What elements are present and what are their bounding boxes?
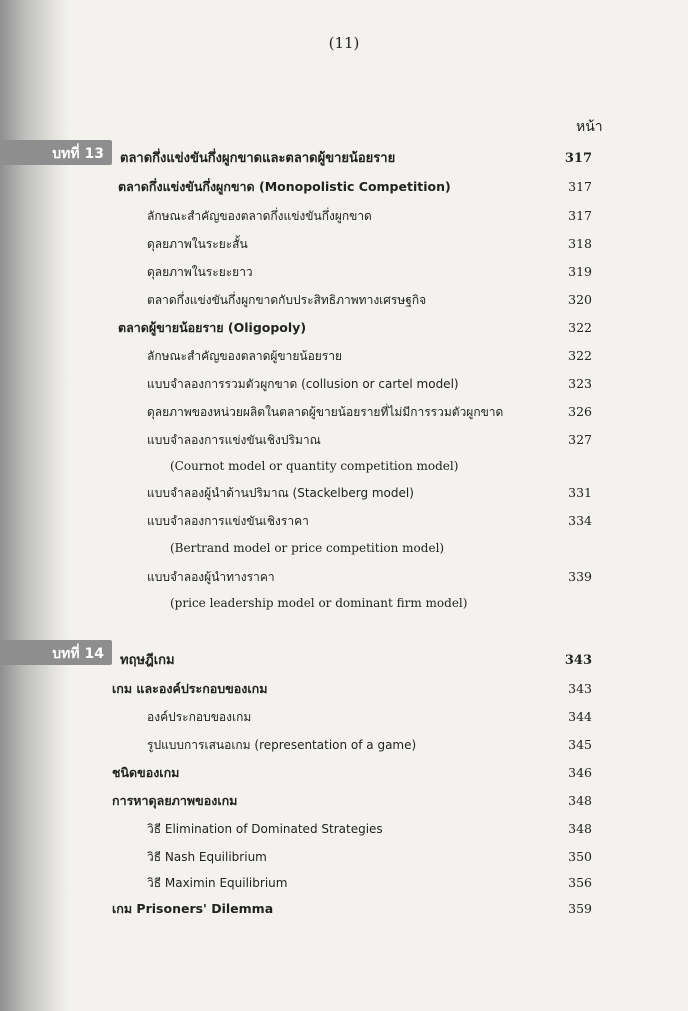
toc-entry-page: 322 — [568, 320, 592, 335]
toc-entry-page: 320 — [568, 292, 592, 307]
toc-entry-title: องค์ประกอบของเกม — [147, 710, 252, 724]
toc-entry-page: 356 — [568, 875, 592, 890]
chapter-badge-label: บทที่ 14 — [52, 646, 104, 662]
toc-entry-page: 327 — [568, 432, 592, 447]
chapter-badge-label: บทที่ 13 — [52, 146, 104, 162]
toc-entry[interactable] — [0, 345, 688, 367]
toc-entry[interactable] — [0, 592, 688, 614]
toc-entry-page: 343 — [568, 681, 592, 696]
toc-entry-title: แบบจำลองการรวมตัวผูกขาด (collusion or cartel model) — [147, 377, 459, 391]
toc-entry-page: 348 — [568, 821, 592, 836]
toc-entry-page: 350 — [568, 849, 592, 864]
toc-entry[interactable] — [0, 233, 688, 255]
toc-entry-title: ดุลยภาพของหน่วยผลิตในตลาดผู้ขายน้อยรายที่ไม่มีการรวมตัวผูกขาด — [147, 405, 504, 419]
toc-entry-page: 322 — [568, 348, 592, 363]
toc-entry-title: เกม Prisoners' Dilemma — [112, 901, 274, 916]
toc-entry[interactable] — [0, 510, 688, 532]
toc-entry-page: 344 — [568, 709, 592, 724]
toc-entry[interactable] — [0, 734, 688, 756]
toc-entry-title: ตลาดกึ่งแข่งขันกึ่งผูกขาดและตลาดผู้ขายน้อยราย — [120, 151, 396, 166]
toc-entry[interactable] — [0, 289, 688, 311]
toc-entry-title: แบบจำลองการแข่งขันเชิงราคา — [147, 514, 309, 528]
toc-entry-title: แบบจำลองการแข่งขันเชิงปริมาณ — [147, 433, 321, 447]
toc-entry-title: (Bertrand model or price competition model) — [170, 541, 445, 555]
toc-entry[interactable] — [0, 678, 688, 700]
toc-entry[interactable] — [0, 482, 688, 504]
toc-entry-page: 317 — [568, 208, 592, 223]
toc-entry-title: ลักษณะสำคัญของตลาดผู้ขายน้อยราย — [147, 349, 343, 363]
toc-entry-page: 318 — [568, 236, 592, 251]
toc-entry-page: 331 — [568, 485, 592, 500]
toc-entry[interactable] — [0, 261, 688, 283]
toc-entry-title: (Cournot model or quantity competition model) — [170, 459, 459, 473]
toc-entry-title: ตลาดกึ่งแข่งขันกึ่งผูกขาดกับประสิทธิภาพทางเศรษฐกิจ — [147, 293, 427, 307]
toc-entry-page: 339 — [568, 569, 592, 584]
toc-entry[interactable] — [0, 401, 688, 423]
toc-entry[interactable] — [0, 429, 688, 451]
toc-entry-page: 319 — [568, 264, 592, 279]
toc-entry-title: การหาดุลยภาพของเกม — [112, 793, 238, 808]
toc-entry-page: 343 — [564, 653, 592, 668]
toc-entry-page: 317 — [564, 151, 592, 166]
toc-entry[interactable] — [0, 373, 688, 395]
toc-entry-page: 346 — [568, 765, 592, 780]
toc-entry[interactable] — [0, 846, 688, 868]
toc-entry[interactable] — [0, 455, 688, 477]
toc-entry-title: ตลาดผู้ขายน้อยราย (Oligopoly) — [118, 320, 307, 335]
toc-entry[interactable] — [0, 790, 688, 812]
toc-entry[interactable] — [0, 872, 688, 894]
toc-entry-title: (price leadership model or dominant firm model) — [170, 596, 468, 610]
toc-entry-title: ดุลยภาพในระยะยาว — [147, 265, 253, 279]
toc-entry-title: แบบจำลองผู้นำด้านปริมาณ (Stackelberg model) — [147, 486, 414, 500]
toc-entry[interactable] — [0, 205, 688, 227]
toc-entry-title: วิธี Elimination of Dominated Strategies — [147, 822, 383, 836]
toc-entry-title: เกม และองค์ประกอบของเกม — [112, 681, 268, 696]
toc-entry-page: 334 — [568, 513, 592, 528]
toc-entry[interactable] — [0, 650, 688, 672]
toc-entry-title: แบบจำลองผู้นำทางราคา — [147, 570, 275, 584]
toc-entry-page: 345 — [568, 737, 592, 752]
toc-entry-title: วิธี Maximin Equilibrium — [147, 876, 288, 890]
toc-entry-page: 317 — [568, 179, 592, 194]
toc-entry[interactable] — [0, 762, 688, 784]
toc-entry[interactable] — [0, 537, 688, 559]
toc-entry-page: 326 — [568, 404, 592, 419]
toc-entry-title: ทฤษฎีเกม — [120, 653, 175, 668]
toc-entry-title: ชนิดของเกม — [112, 765, 180, 780]
toc-entry-page: 348 — [568, 793, 592, 808]
toc-entry-title: ดุลยภาพในระยะสั้น — [147, 237, 248, 251]
toc-entry[interactable] — [0, 706, 688, 728]
toc-entry-title: ลักษณะสำคัญของตลาดกึ่งแข่งขันกึ่งผูกขาด — [147, 209, 372, 223]
toc-entry[interactable] — [0, 898, 688, 920]
toc-entry-page: 359 — [568, 901, 592, 916]
toc-entry[interactable] — [0, 176, 688, 198]
page-number: (11) — [328, 34, 360, 52]
toc-entry[interactable] — [0, 317, 688, 339]
toc-entry[interactable] — [0, 566, 688, 588]
toc-entry[interactable] — [0, 818, 688, 840]
toc-entry-title: วิธี Nash Equilibrium — [147, 850, 267, 864]
toc-entry-title: ตลาดกึ่งแข่งขันกึ่งผูกขาด (Monopolistic Competition) — [118, 179, 451, 194]
toc-entry-title: รูปแบบการเสนอเกม (representation of a game) — [147, 738, 417, 752]
toc-entry-page: 323 — [568, 376, 592, 391]
page-column-header: หน้า — [576, 119, 603, 135]
toc-entry[interactable] — [0, 148, 688, 170]
